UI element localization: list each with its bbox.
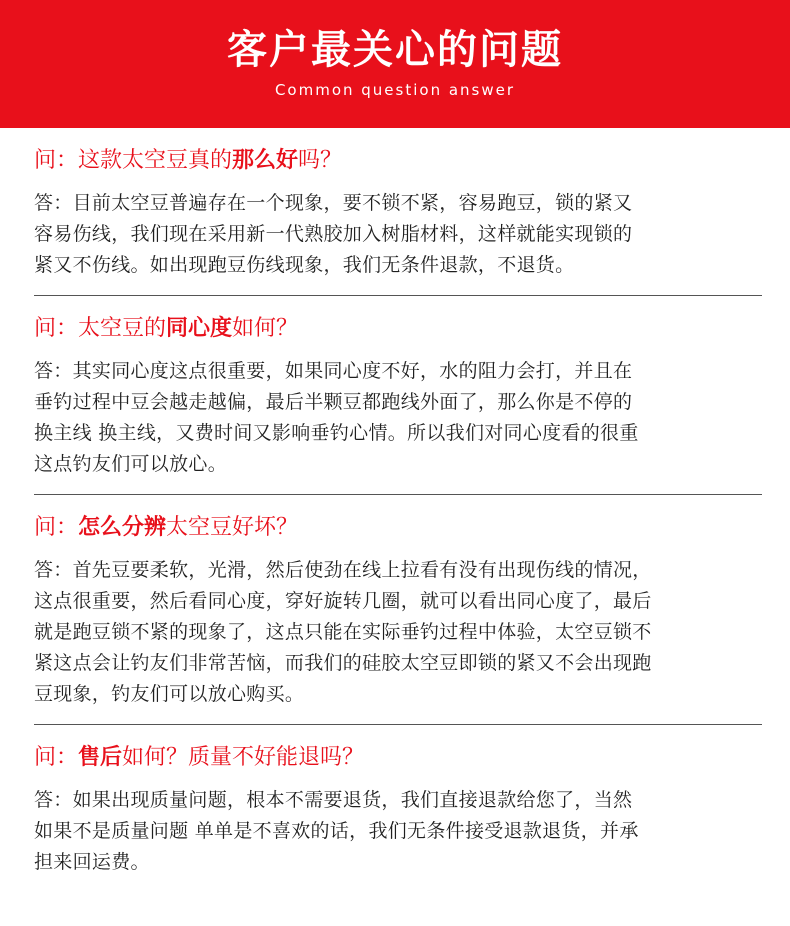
answer-line: 就是跑豆锁不紧的现象了，这点只能在实际垂钓过程中体验，太空豆锁不 xyxy=(34,621,652,643)
faq-answer xyxy=(34,188,762,281)
question-highlight: 同心度 xyxy=(166,316,233,341)
question-suffix: 太空豆好坏？ xyxy=(166,515,299,540)
faq-item xyxy=(34,296,762,495)
answer-line: 答：如果出现质量问题，根本不需要退货，我们直接退款给您了，当然 xyxy=(34,789,633,811)
header-banner xyxy=(0,0,790,128)
question-suffix: 如何？ xyxy=(232,316,299,341)
answer-line: 垂钓过程中豆会越走越偏，最后半颗豆都跑线外面了，那么你是不停的 xyxy=(34,391,633,413)
page-title: 客户最关心的问题 xyxy=(227,27,563,73)
answer-line: 紧这点会让钓友们非常苦恼，而我们的硅胶太空豆即锁的紧又不会出现跑 xyxy=(34,652,652,674)
question-prefix: 问：太空豆的 xyxy=(34,316,167,341)
question-suffix: 如何？质量不好能退吗？ xyxy=(122,745,365,770)
faq-answer xyxy=(34,356,762,480)
answer-line: 答：目前太空豆普遍存在一个现象，要不锁不紧，容易跑豆，锁的紧又 xyxy=(34,192,633,214)
faq-item xyxy=(34,128,762,296)
answer-line: 这点很重要，然后看同心度，穿好旋转几圈，就可以看出同心度了，最后 xyxy=(34,590,652,612)
answer-line: 答：首先豆要柔软，光滑，然后使劲在线上拉看有没有出现伤线的情况， xyxy=(34,559,652,581)
answer-line: 答：其实同心度这点很重要，如果同心度不好，水的阻力会打，并且在 xyxy=(34,360,633,382)
question-prefix: 问：这款太空豆真的 xyxy=(34,148,233,173)
faq-question xyxy=(34,725,762,773)
question-suffix: 吗？ xyxy=(298,148,343,173)
answer-line: 容易伤线，我们现在采用新一代熟胶加入树脂材料，这样就能实现锁的 xyxy=(34,223,633,245)
question-prefix: 问： xyxy=(34,745,79,770)
question-prefix: 问： xyxy=(34,515,79,540)
faq-question xyxy=(34,128,762,176)
faq-list xyxy=(0,128,790,892)
answer-line: 这点钓友们可以放心。 xyxy=(34,453,228,475)
question-highlight: 怎么分辨 xyxy=(78,515,167,540)
faq-item xyxy=(34,495,762,725)
faq-answer xyxy=(34,555,762,710)
faq-item xyxy=(34,725,762,892)
answer-line: 换主线 换主线，又费时间又影响垂钓心情。所以我们对同心度看的很重 xyxy=(34,422,639,444)
answer-line: 担来回运费。 xyxy=(34,851,150,873)
faq-question xyxy=(34,296,762,344)
page-subtitle: Common question answer xyxy=(274,81,516,99)
answer-line: 如果不是质量问题 单单是不喜欢的话，我们无条件接受退款退货，并承 xyxy=(34,820,639,842)
question-highlight: 售后 xyxy=(78,745,123,770)
question-highlight: 那么好 xyxy=(232,148,299,173)
answer-line: 豆现象，钓友们可以放心购买。 xyxy=(34,683,305,705)
faq-answer xyxy=(34,785,762,878)
faq-question xyxy=(34,495,762,543)
answer-line: 紧又不伤线。如出现跑豆伤线现象，我们无条件退款，不退货。 xyxy=(34,254,575,276)
